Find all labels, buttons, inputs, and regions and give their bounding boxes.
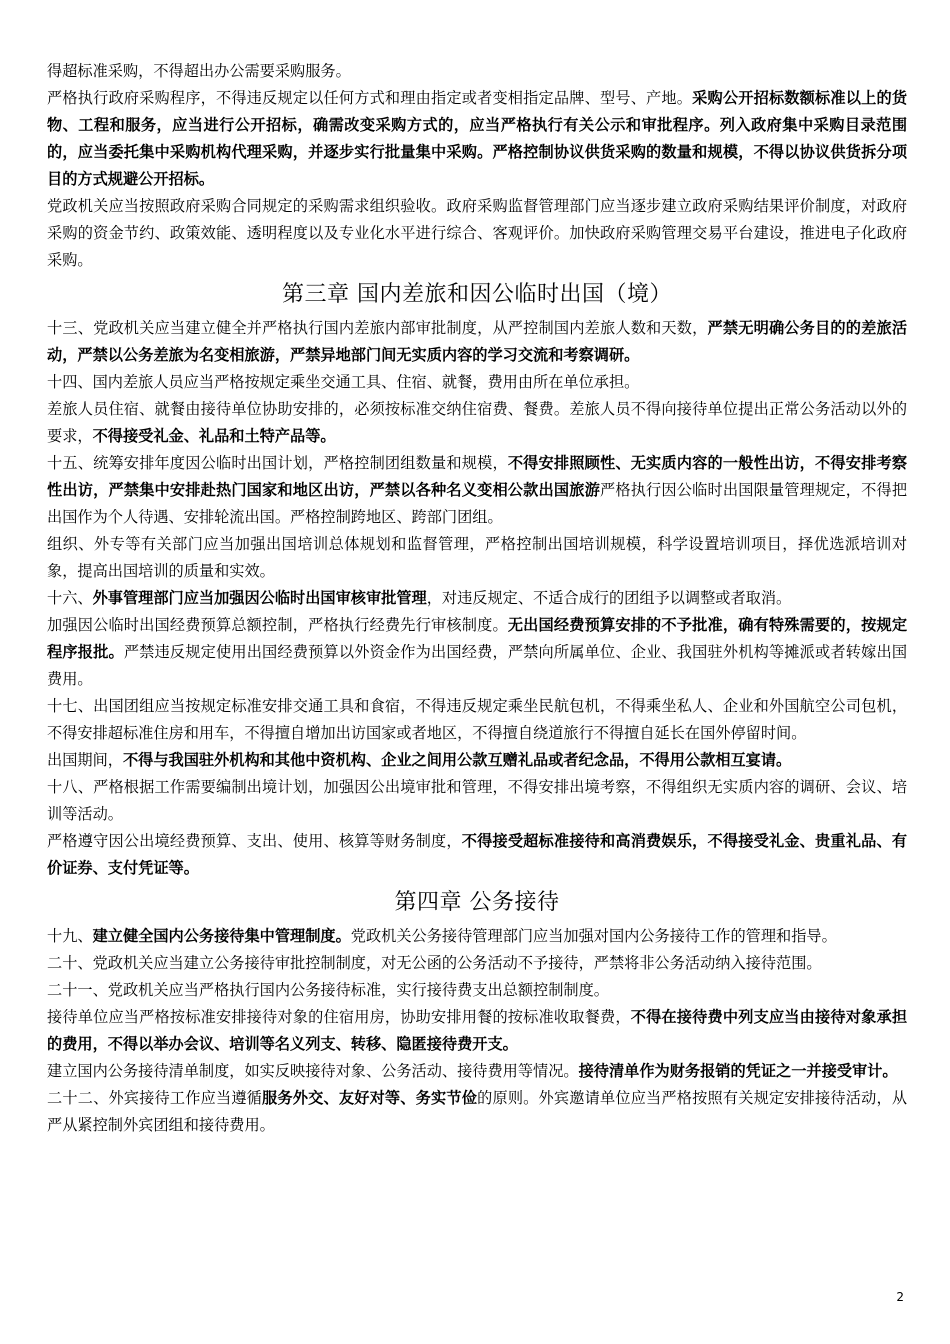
bold-text: 建立健全国内公务接待集中管理制度。 (92, 927, 351, 945)
text-run: 十八、严格根据工作需要编制出境计划，加强因公出境审批和管理，不得安排出境考察，不得组织无实质内容的调研、会议、培训等活动。 (47, 778, 907, 823)
text-run: 组织、外专等有关部门应当加强出国培训总体规划和监督管理，严格控制出国培训规模，科学设置培训项目，择优选派培训对象，提高出国培训的质量和实效。 (47, 535, 907, 580)
paragraph (47, 396, 907, 450)
text-run: 严禁违反规定使用出国经费预算以外资金作为出国经费，严禁向所属单位、企业、我国驻外机构等摊派或者转嫁出国费用。 (47, 643, 908, 688)
paragraph (47, 923, 907, 950)
text-run: 得超标准采购，不得超出办公需要采购服务。 (47, 62, 351, 80)
paragraph (47, 315, 907, 369)
text-run: 十六、 (47, 589, 93, 607)
paragraph (47, 1004, 907, 1058)
bold-text: 无出国经费预算安排的不予批准，确有特殊需要的，按规定程序报批。 (47, 616, 908, 661)
text-run: 严格执行因公临时出国限量管理规定，不得把出国作为个人待遇、安排轮流出国。严格控制跨地区、跨部门团组。 (47, 481, 908, 526)
chapter-heading: 第三章 国内差旅和因公临时出国（境） (282, 282, 672, 307)
text-run: 党政机关应当按照政府采购合同规定的采购需求组织验收。政府采购监督管理部门应当逐步建立政府采购结果评价制度，对政府采购的资金节约、政策效能、透明程度以及专业化水平进行综合、客观评价。加快政府采购管理交易平台建设，推进电子化政府采购。 (47, 197, 907, 269)
paragraph (47, 774, 907, 828)
text-run: 接待单位应当严格按标准安排接待对象的住宿用房，协助安排用餐的按标准收取餐费， (47, 1008, 631, 1026)
paragraph (47, 585, 907, 612)
paragraph (47, 828, 907, 882)
paragraph (47, 747, 907, 774)
bold-text: 接待清单作为财务报销的凭证之一并接受审计。 (578, 1062, 898, 1080)
paragraph (47, 977, 907, 1004)
text-run: 十七、出国团组应当按规定标准安排交通工具和食宿，不得违反规定乘坐民航包机，不得乘坐私人、企业和外国航空公司包机，不得安排超标准住房和用车，不得擅自增加出访国家或者地区，不得擅自绕道旅行不得擅自延长在国外停留时间。 (47, 697, 907, 742)
bold-text: 不得接受超标准接待和高消费娱乐，不得接受礼金、贵重礼品、有价证券、支付凭证等。 (47, 832, 908, 877)
paragraph (47, 369, 907, 396)
text-run: 二十二、外宾接待工作应当遵循 (47, 1089, 263, 1107)
text-run: 二十一、党政机关应当严格执行国内公务接待标准，实行接待费支出总额控制制度。 (47, 981, 609, 999)
bold-text: 不得在接待费中列支应当由接待对象承担的费用，不得以举办会议、培训等名义列支、转移、隐匿接待费开支。 (47, 1008, 908, 1053)
text-run: 加强因公临时出国经费预算总额控制，严格执行经费先行审核制度。 (47, 616, 508, 634)
bold-text: 不得与我国驻外机构和其他中资机构、企业之间用公款互赠礼品或者纪念品，不得用公款相互宴请。 (122, 751, 792, 769)
paragraph (47, 1085, 907, 1139)
text-run: 出国期间， (47, 751, 123, 769)
bold-text: 不得接受礼金、礼品和土特产品等。 (92, 427, 336, 445)
text-run: 二十、党政机关应当建立公务接待审批控制制度，对无公函的公务活动不予接待，严禁将非公务活动纳入接待范围。 (47, 954, 822, 972)
text-run: 十三、党政机关应当建立健全并严格执行国内差旅内部审批制度，从严控制国内差旅人数和天数， (47, 319, 708, 337)
text-run: 建立国内公务接待清单制度，如实反映接待对象、公务活动、接待费用等情况。 (47, 1062, 579, 1080)
bold-text: 不得安排照顾性、无实质内容的一般性出访，不得安排考察性出访，严禁集中安排赴热门国家和地区出访，严禁以各种名义变相公款出国旅游 (47, 454, 908, 499)
text-run: 十九、 (47, 927, 93, 945)
text-run: 十四、国内差旅人员应当严格按规定乘坐交通工具、住宿、就餐，费用由所在单位承担。 (47, 373, 640, 391)
paragraph (47, 193, 907, 274)
text-run: 的原则。外宾邀请单位应当严格按照有关规定安排接待活动，从严从紧控制外宾团组和接待费用。 (47, 1089, 908, 1134)
paragraph (47, 612, 907, 693)
text-run: 党政机关公务接待管理部门应当加强对国内公务接待工作的管理和指导。 (350, 927, 837, 945)
document-page (47, 58, 907, 1139)
paragraph (47, 450, 907, 531)
paragraph (47, 693, 907, 747)
page-number: 2 (896, 1290, 904, 1304)
chapter-heading: 第四章 公务接待 (394, 890, 560, 915)
bold-text: 服务外交、友好对等、务实节俭 (262, 1089, 478, 1107)
text-run: 严格遵守因公出境经费预算、支出、使用、核算等财务制度， (47, 832, 462, 850)
text-run: ，对违反规定、不适合成行的团组予以调整或者取消。 (426, 589, 792, 607)
paragraph (47, 531, 907, 585)
text-run: 十五、统筹安排年度因公临时出国计划，严格控制团组数量和规模， (47, 454, 508, 472)
text-run: 差旅人员住宿、就餐由接待单位协助安排的，必须按标准交纳住宿费、餐费。差旅人员不得向接待单位提出正常公务活动以外的要求， (47, 400, 907, 445)
paragraph (47, 950, 907, 977)
bold-text: 外事管理部门应当加强因公临时出国审核审批管理 (92, 589, 427, 607)
text-run: 严格执行政府采购程序，不得违反规定以任何方式和理由指定或者变相指定品牌、型号、产地。 (47, 89, 693, 107)
paragraph (47, 85, 907, 193)
bold-text: 采购公开招标数额标准以上的货物、工程和服务，应当进行公开招标，确需改变采购方式的，应当严格执行有关公示和审批程序。列入政府集中采购目录范围的，应当委托集中采购机构代理采购，并逐步实行批量集中采购。严格控制协议供货采购的数量和规模，不得以协议供货拆分项目的方式规避公开招标。 (47, 89, 908, 188)
bold-text: 严禁无明确公务目的的差旅活动，严禁以公务差旅为名变相旅游，严禁异地部门间无实质内容的学习交流和考察调研。 (47, 319, 908, 364)
paragraph (47, 58, 907, 85)
paragraph (47, 1058, 907, 1085)
